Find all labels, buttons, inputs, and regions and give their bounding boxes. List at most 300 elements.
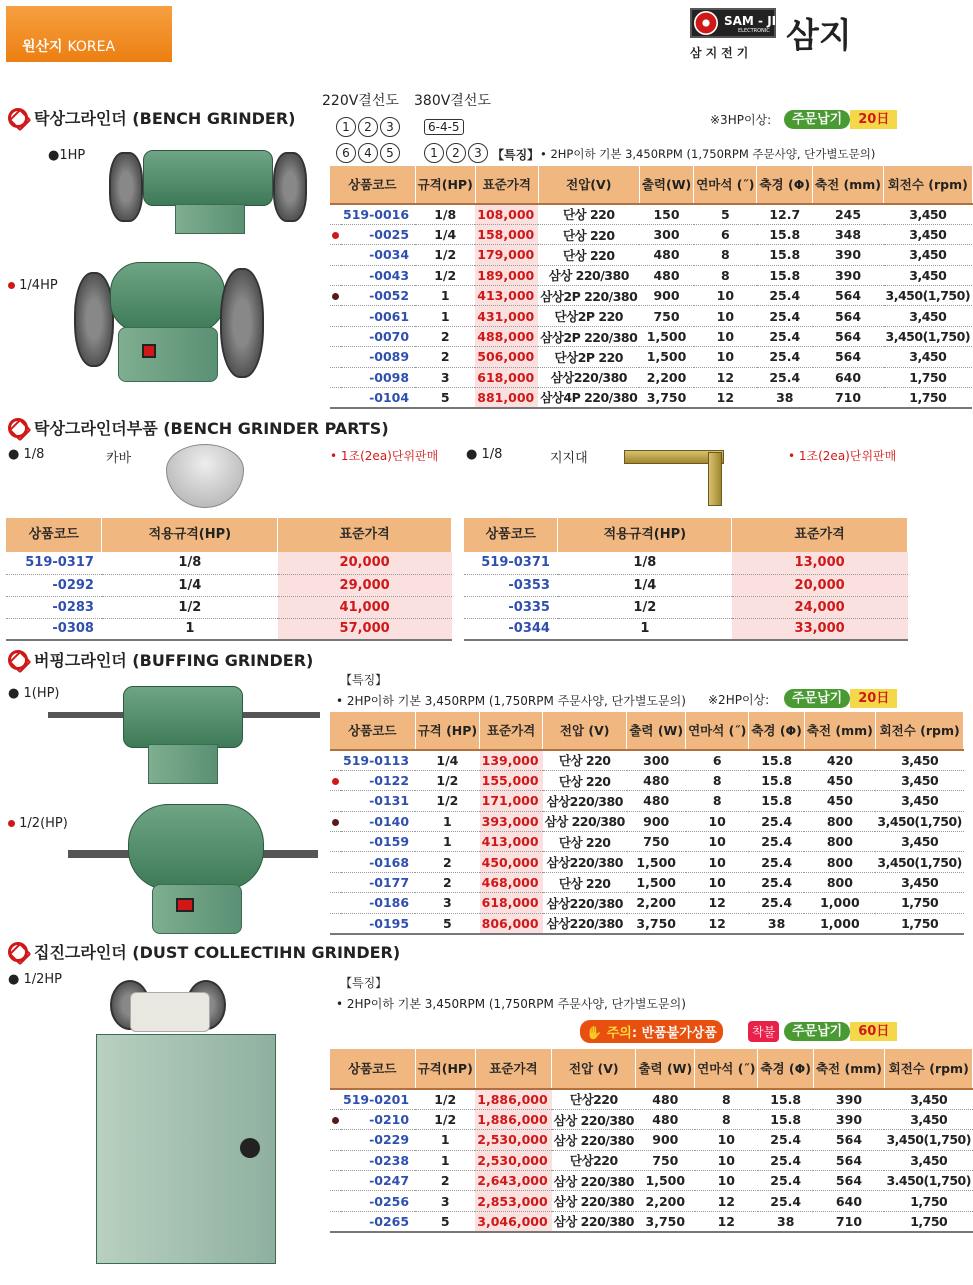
cell-volt: 단상 220 [543,770,627,790]
cell-volt: 삼상2P 220/380 [538,286,639,306]
cell-len: 390 [813,245,884,265]
cell-hp: 2 [415,326,475,346]
cell-code: -0292 [6,574,102,596]
cell-price: 881,000 [475,388,538,408]
cell-stone: 12 [695,1211,758,1231]
cell-stone: 8 [695,1109,758,1129]
wiring-terminal: 6-4-5 [424,119,464,135]
cell-stone: 10 [694,326,757,346]
table-row [6,552,452,574]
bench-price-table [330,166,973,409]
wheel-icon [273,152,307,222]
caution-label: 주의 [606,1026,632,1041]
cell-stone: 10 [694,347,757,367]
table-row [330,326,972,346]
cell-w: 1,500 [627,872,686,892]
order-badge [784,1020,897,1039]
cell-code: -0089 [341,347,415,367]
row-marker [330,326,341,346]
wiring-380-label: 380V결선도 [414,93,491,109]
cell-shaft: 25.4 [758,1191,814,1211]
cell-len: 564 [813,347,884,367]
row-marker [330,245,341,265]
cell-w: 1,500 [636,1171,695,1191]
dust-feature-text: • 2HP이하 기본 3,450RPM (1,750RPM 주문사양, 단가별도문의) [336,997,686,1011]
cell-w: 1,500 [639,326,693,346]
bench-grinder-1hp-image [95,132,310,242]
cell-shaft: 25.4 [757,306,813,326]
red-dot-icon [332,778,339,785]
table-row [6,618,452,640]
buffing-hp-12 [8,816,68,831]
cell-price: 171,000 [480,791,543,811]
cell-price: 1,886,000 [475,1089,551,1109]
cell-hp: 1 [415,1130,475,1150]
cell-w: 480 [627,791,686,811]
cell-price: 2,530,000 [475,1150,551,1170]
cell-hp: 1/2 [102,596,278,618]
col-header: 상품코드 [330,166,415,204]
cell-w: 3,750 [627,913,686,933]
row-marker [330,893,341,913]
cell-w: 480 [636,1089,695,1109]
cell-shaft: 25.4 [749,811,805,831]
cell-shaft: 25.4 [758,1150,814,1170]
bullet-dot-icon [8,820,15,827]
cell-hp: 5 [415,913,480,933]
cell-volt: 단상2P 220 [538,306,639,326]
cell-stone: 10 [686,852,749,872]
wiring-terminal: 2 [446,143,466,163]
cell-volt: 삼상220/380 [543,913,627,933]
cell-hp: 1/4 [102,574,278,596]
cell-len: 564 [813,1171,884,1191]
wiring-terminal: 3 [468,143,488,163]
cell-price: 158,000 [475,224,538,244]
buffing-price-table [330,712,964,935]
col-header: 회전수 (rpm) [884,1049,973,1089]
cell-shaft: 25.4 [749,852,805,872]
cell-w: 300 [639,224,693,244]
bench-title-text: 탁상그라인더 (BENCH GRINDER) [34,109,296,128]
table-row [330,367,972,387]
col-header: 전압(V) [538,166,639,204]
section-bullet-icon [8,418,28,438]
cell-shaft: 15.8 [757,224,813,244]
cell-hp: 1 [102,618,278,640]
cell-stone: 10 [686,832,749,852]
row-marker [330,388,341,408]
order-label: 주문납기 [784,689,850,708]
cell-shaft: 25.4 [757,286,813,306]
table-row [330,1171,973,1191]
cell-shaft: 25.4 [749,832,805,852]
cell-rpm: 1,750 [884,1211,973,1231]
table-row [330,1150,973,1170]
cell-code: 519-0113 [341,750,415,770]
cell-price: 393,000 [480,811,543,831]
col-header: 전압 (V) [543,712,627,750]
col-header: 연마석 (˝) [695,1049,758,1089]
note-2hp: ※2HP이상: [708,693,770,707]
cell-stone: 12 [694,388,757,408]
cell-shaft: 25.4 [757,326,813,346]
section-bullet-icon [8,108,28,128]
cell-w: 750 [636,1150,695,1170]
table-row [330,1211,973,1231]
logo-emblem-icon [694,11,718,35]
support-part-leg [708,452,722,506]
cell-len: 640 [813,1191,884,1211]
origin-value: KOREA [67,39,116,55]
buffing-section-title [8,648,313,671]
cell-volt: 단상220 [552,1150,636,1170]
cell-w: 3,750 [639,388,693,408]
cell-hp: 1/4 [415,750,480,770]
section-bullet-icon [8,650,28,670]
col-header: 출력(W) [639,166,693,204]
order-badge [784,108,897,127]
cell-len: 390 [813,1109,884,1129]
cell-len: 390 [813,265,884,285]
cell-volt: 삼상220/380 [543,791,627,811]
cell-volt: 삼상 220/380 [552,1171,636,1191]
buffing-grinder-12hp-image [68,798,318,938]
cell-price: 1,886,000 [475,1109,551,1129]
cell-code: -0195 [341,913,415,933]
col-header: 표준가격 [475,166,538,204]
cell-w: 900 [639,286,693,306]
col-header: 축경 (Φ) [749,712,805,750]
table-row [330,245,972,265]
cell-code: -0335 [464,596,558,618]
cell-code: -0168 [341,852,415,872]
cell-w: 900 [636,1130,695,1150]
wiring-380-bottom [424,142,490,163]
parts-right-size: ● 1/8 [466,447,503,462]
cell-rpm: 3,450 [884,224,973,244]
dust-price-table [330,1049,973,1233]
cell-len: 564 [813,286,884,306]
dust-feature-label: 【특징】 [340,976,388,990]
cell-hp: 1/2 [415,1109,475,1129]
row-marker [330,770,341,790]
wheel-icon [74,272,114,367]
cell-volt: 삼상 220/380 [552,1109,636,1129]
cell-shaft: 15.8 [758,1109,814,1129]
buffing-hp-1: ● 1(HP) [8,686,60,701]
cell-price: 3,046,000 [475,1211,551,1231]
cell-stone: 10 [695,1150,758,1170]
cell-code: -0283 [6,596,102,618]
row-marker [330,204,341,224]
table-row [330,388,972,408]
table-row [330,750,964,770]
cell-volt: 단상 220 [543,750,627,770]
cell-stone: 12 [694,367,757,387]
cell-price: 57,000 [278,618,452,640]
cell-price: 431,000 [475,306,538,326]
wheel-icon [109,152,143,222]
cell-shaft: 25.4 [757,367,813,387]
cell-stone: 8 [695,1089,758,1109]
table-row [330,1130,973,1150]
note-3hp: ※3HP이상: [710,113,772,127]
cell-volt: 단상 220 [538,224,639,244]
cell-len: 800 [804,832,875,852]
wiring-220-bottom [336,142,402,163]
cell-hp: 1 [415,286,475,306]
cell-hp: 3 [415,1191,475,1211]
cell-len: 245 [813,204,884,224]
cell-price: 506,000 [475,347,538,367]
cell-volt: 삼상 220/380 [543,811,627,831]
cell-code: -0247 [341,1171,415,1191]
table-row [330,1089,973,1109]
cell-price: 413,000 [475,286,538,306]
cell-hp: 5 [415,388,475,408]
table-row [6,596,452,618]
cell-code: -0265 [341,1211,415,1231]
cell-len: 420 [804,750,875,770]
col-header: 상품코드 [330,1049,415,1089]
logo-text: SAM - JI [724,14,777,28]
col-header: 규격(HP) [415,166,475,204]
col-header: 상품코드 [464,518,558,552]
row-marker [330,306,341,326]
cell-code: -0308 [6,618,102,640]
table-row [330,224,972,244]
cell-shaft: 12.7 [757,204,813,224]
col-header: 표준가격 [480,712,543,750]
power-switch-icon [176,898,194,912]
col-header: 표준가격 [475,1049,551,1089]
cell-stone: 6 [694,224,757,244]
cell-shaft: 15.8 [749,770,805,790]
col-header: 축전 (mm) [813,166,884,204]
cell-hp: 1/4 [415,224,475,244]
parts-left-note: • 1조(2ea)단위판매 [330,449,439,463]
cell-hp: 5 [415,1211,475,1231]
cell-price: 450,000 [480,852,543,872]
cell-price: 618,000 [475,367,538,387]
table-row [330,306,972,326]
cell-w: 2,200 [636,1191,695,1211]
table-row [330,347,972,367]
cell-shaft: 15.8 [749,791,805,811]
cell-price: 139,000 [480,750,543,770]
cell-rpm: 3,450(1,750) [884,326,973,346]
cell-rpm: 3,450 [875,750,964,770]
cell-len: 450 [804,770,875,790]
cell-code: -0229 [341,1130,415,1150]
cell-w: 900 [627,811,686,831]
cell-hp: 1 [415,306,475,326]
cell-rpm: 3,450 [884,204,973,224]
row-marker [330,1211,341,1231]
table-row [330,770,964,790]
cell-price: 189,000 [475,265,538,285]
cell-shaft: 25.4 [758,1171,814,1191]
cell-rpm: 3.450(1,750) [884,1171,973,1191]
cell-code: 519-0201 [341,1089,415,1109]
logo-korean: 삼지전기 [690,46,753,60]
cell-price: 618,000 [480,893,543,913]
cell-hp: 1 [415,832,480,852]
buffing-feature-label: 【특징】 [340,673,388,687]
origin-label: 원산지 [22,39,63,55]
cell-len: 348 [813,224,884,244]
cell-rpm: 3,450 [884,1109,973,1129]
cell-shaft: 38 [758,1211,814,1231]
cell-len: 1,000 [804,913,875,933]
cell-len: 800 [804,852,875,872]
cell-len: 710 [813,1211,884,1231]
cell-stone: 8 [686,791,749,811]
cell-price: 2,643,000 [475,1171,551,1191]
cell-code: -0070 [341,326,415,346]
cell-volt: 삼상220/380 [538,367,639,387]
col-header: 회전수 (rpm) [875,712,964,750]
cell-price: 13,000 [732,552,908,574]
cell-rpm: 1,750 [884,1191,973,1211]
col-header: 규격 (HP) [415,712,480,750]
wiring-terminal: 2 [358,117,378,137]
cell-volt: 단상 220 [538,204,639,224]
cell-rpm: 3,450(1,750) [875,811,964,831]
cell-code: -0344 [464,618,558,640]
cell-w: 750 [627,832,686,852]
brand-name: 삼지 [786,16,852,56]
col-header: 적용규격(HP) [558,518,732,552]
cell-hp: 1/2 [415,791,480,811]
caution-icon: ✋ [586,1026,603,1041]
cell-code: -0177 [341,872,415,892]
wiring-terminal: 6 [336,143,356,163]
cell-hp: 1/2 [415,1089,475,1109]
cell-price: 29,000 [278,574,452,596]
cell-code: -0061 [341,306,415,326]
dust-section-title [8,940,400,963]
order-label: 주문납기 [784,1022,850,1041]
cell-rpm: 1,750 [884,388,973,408]
col-header: 상품코드 [330,712,415,750]
cell-len: 450 [804,791,875,811]
col-header: 축전 (mm) [813,1049,884,1089]
cell-len: 640 [813,367,884,387]
cell-price: 806,000 [480,913,543,933]
cell-stone: 8 [694,265,757,285]
cell-volt: 단상 220 [543,872,627,892]
cell-code: -0104 [341,388,415,408]
cell-rpm: 3,450 [884,245,973,265]
cell-code: -0238 [341,1150,415,1170]
cell-price: 41,000 [278,596,452,618]
cell-stone: 10 [694,306,757,326]
wiring-terminal: 3 [380,117,400,137]
col-header: 적용규격(HP) [102,518,278,552]
buffing-feature-text: • 2HP이하 기본 3,450RPM (1,750RPM 주문사양, 단가별도문의) [336,694,686,708]
cell-stone: 12 [695,1191,758,1211]
row-marker [330,852,341,872]
buffing-grinder-1hp-image [48,676,320,788]
cell-len: 800 [804,811,875,831]
row-marker [330,1089,341,1109]
bench-feature-label: 【특징】 [492,148,540,162]
cell-rpm: 1,750 [884,367,973,387]
wiring-terminal: 5 [380,143,400,163]
cell-shaft: 25.4 [757,347,813,367]
row-marker [330,1191,341,1211]
table-row [464,618,908,640]
table-row [330,1109,973,1129]
cell-shaft: 15.8 [749,750,805,770]
power-switch-icon [142,344,156,358]
cell-hp: 1/2 [415,265,475,285]
parts-left-size: ● 1/8 [8,447,45,462]
cell-rpm: 1,750 [875,893,964,913]
cell-stone: 12 [686,893,749,913]
cell-stone: 8 [686,770,749,790]
cell-rpm: 3,450 [875,791,964,811]
cell-code: -0140 [341,811,415,831]
row-marker [330,1150,341,1170]
cell-price: 20,000 [732,574,908,596]
cell-volt: 삼상220/380 [543,893,627,913]
cell-code: -0210 [341,1109,415,1129]
caution-text: : 반품불가상품 [631,1026,717,1041]
cell-len: 800 [804,872,875,892]
logo-sub: ELECTRONIC [738,28,770,34]
cell-code: 519-0371 [464,552,558,574]
cell-w: 2,200 [627,893,686,913]
cell-volt: 삼상220/380 [543,852,627,872]
cell-code: -0131 [341,791,415,811]
cell-price: 108,000 [475,204,538,224]
wiring-terminal: 1 [336,117,356,137]
cell-price: 155,000 [480,770,543,790]
cell-stone: 10 [695,1130,758,1150]
cell-w: 1,500 [627,852,686,872]
cover-part-image [166,444,244,508]
charge-badge: 착불 [748,1021,779,1042]
cell-volt: 삼상 220/380 [552,1191,636,1211]
bullet-dot-icon [8,282,15,289]
cell-hp: 1 [415,811,480,831]
parts-section-title [8,416,389,439]
cell-volt: 삼상4P 220/380 [538,388,639,408]
cell-code: -0353 [464,574,558,596]
row-marker [330,791,341,811]
origin-banner [6,6,172,62]
dust-hp: ● 1/2HP [8,972,63,987]
cell-rpm: 3,450(1,750) [875,852,964,872]
wheel-icon [220,268,264,378]
parts-left-name: 카바 [106,451,132,466]
table-row [330,913,964,933]
cell-shaft: 15.8 [757,245,813,265]
cell-w: 1,500 [639,347,693,367]
cell-hp: 2 [415,1171,475,1191]
cell-code: 519-0317 [6,552,102,574]
col-header: 축경 (Φ) [757,166,813,204]
cell-rpm: 3,450 [884,306,973,326]
table-row [330,893,964,913]
table-row [330,832,964,852]
col-header: 상품코드 [6,518,102,552]
col-header: 연마석 (˝) [686,712,749,750]
cell-rpm: 3,450 [875,770,964,790]
